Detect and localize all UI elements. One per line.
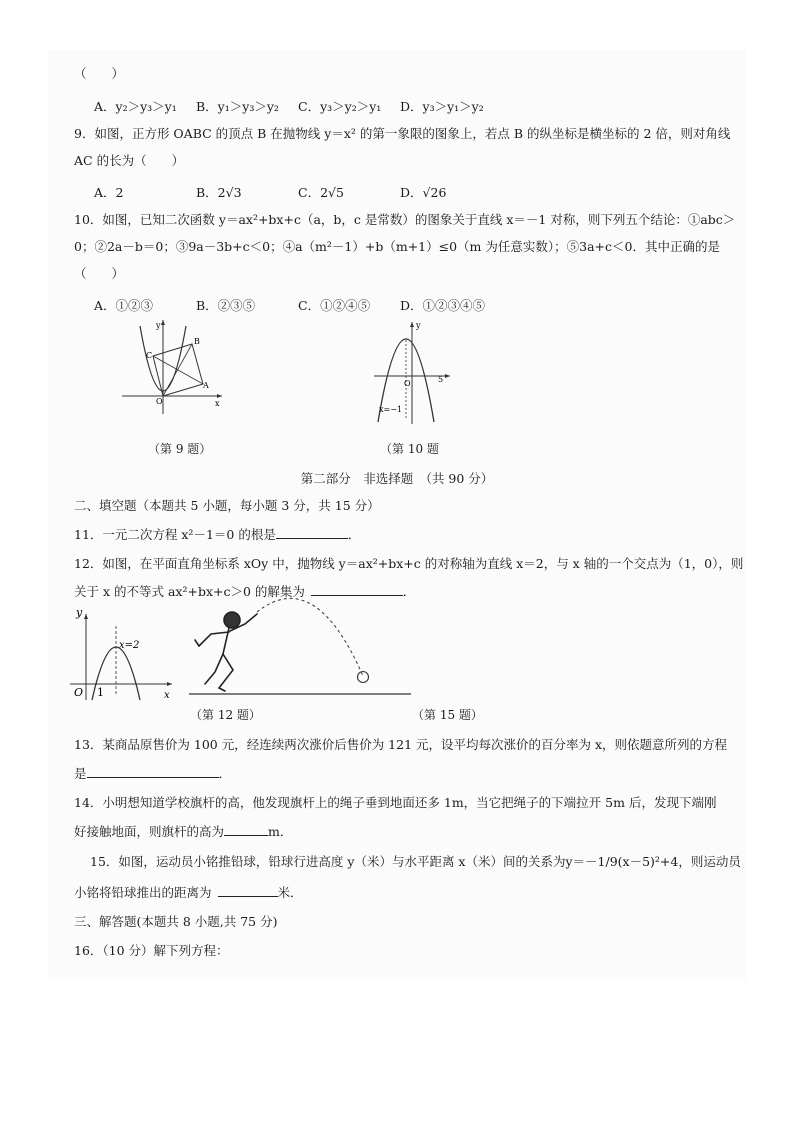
q14-text: 好接触地面，则旗杆的高为 bbox=[74, 824, 225, 839]
q12-stem-line1: 12．如图，在平面直角坐标系 xOy 中，抛物线 y＝ax²+bx+c 的对称轴为直线 x＝2，与 x 轴的一个交点为（1，0），则 bbox=[74, 556, 744, 571]
q8-option-b: B．y₁＞y₃＞y₂ bbox=[196, 99, 279, 114]
q8-option-c: C．y₃＞y₂＞y₁ bbox=[298, 99, 382, 114]
q15-end: 米． bbox=[277, 885, 303, 900]
fig9-label-x: x bbox=[215, 399, 220, 408]
part2-heading: 第二部分 非选择题 （共 90 分） bbox=[300, 471, 494, 486]
fig10-label-axis: x=−1 bbox=[379, 405, 403, 414]
q13-line2 bbox=[74, 765, 231, 782]
figure-q12 bbox=[66, 604, 178, 702]
q13-stem-line1: 13．某商品原售价为 100 元，经连续两次涨价后售价为 121 元，设平均每次涨价的百分率为 x，则依题意所列的方程 bbox=[74, 737, 728, 752]
q10-option-b: B．②③⑤ bbox=[196, 298, 256, 313]
q14-line2 bbox=[74, 823, 292, 840]
caption-q10: （第 10 题 bbox=[380, 442, 439, 456]
fig12-label-o: O bbox=[74, 686, 84, 699]
fig12-label-1: 1 bbox=[97, 686, 104, 699]
q9-option-b: B．2√3 bbox=[196, 185, 242, 200]
fig9-label-y: y bbox=[156, 321, 161, 330]
q15-answer-blank[interactable] bbox=[218, 884, 278, 897]
fig10-label-y: y bbox=[416, 321, 421, 330]
q14-answer-blank[interactable] bbox=[224, 823, 268, 836]
fig9-label-o: O bbox=[156, 397, 163, 406]
q14-stem-line1: 14．小明想知道学校旗杆的高，他发现旗杆上的绳子垂到地面还多 1m，当它把绳子的下端拉开 5m 后，发现下端刚 bbox=[74, 795, 717, 810]
q13-end: ． bbox=[218, 766, 232, 781]
q10-option-a: A．①②③ bbox=[94, 298, 154, 313]
q9-stem-line2: AC 的长为（ ） bbox=[74, 153, 185, 168]
q15-line2 bbox=[74, 884, 303, 901]
q9-stem-line1: 9．如图，正方形 OABC 的顶点 B 在抛物线 y＝x² 的第一象限的图象上，若点 B 的纵坐标是横坐标的 2 倍，则对角线 bbox=[74, 126, 731, 141]
q15-line1 bbox=[90, 854, 741, 870]
fig10-label-o: O bbox=[404, 379, 411, 388]
q15-line1-end: ，则运动员 bbox=[678, 854, 741, 869]
figure-q9 bbox=[118, 316, 228, 416]
figure-q15 bbox=[185, 588, 417, 700]
q14-end: m． bbox=[268, 824, 293, 839]
caption-q12: （第 12 题） bbox=[190, 708, 261, 722]
caption-q15: （第 15 题） bbox=[412, 708, 483, 722]
q9-option-d: D．√26 bbox=[400, 185, 447, 200]
q11-text: 11．一元二次方程 x²－1＝0 的根是 bbox=[74, 527, 276, 542]
q11-answer-blank[interactable] bbox=[276, 526, 348, 539]
caption-q9: （第 9 题） bbox=[148, 442, 212, 456]
fig12-label-y: y bbox=[76, 606, 83, 619]
fig9-label-a: A bbox=[203, 381, 209, 390]
q10-stem-line3: （ ） bbox=[74, 266, 125, 281]
q8-option-a: A．y₂＞y₃＞y₁ bbox=[94, 99, 177, 114]
q13-text: 是 bbox=[74, 766, 87, 781]
q9-option-a: A．2 bbox=[94, 185, 124, 200]
q10-stem-line2: 0；②2a－b＝0；③9a－3b+c＜0；④a（m²－1）+b（m+1）≤0（m 为任意实数）；⑤3a+c＜0．其中正确的是 bbox=[74, 239, 720, 254]
q15-text: 15．如图，运动员小铭推铅球，铅球行进高度 y（米）与水平距离 x（米）间的关系为 bbox=[90, 854, 566, 869]
paper-sheet bbox=[48, 50, 746, 980]
q11-end: ． bbox=[347, 527, 361, 542]
section2-heading: 二、填空题（本题共 5 小题，每小题 3 分，共 15 分） bbox=[74, 498, 380, 513]
fig9-label-c: C bbox=[146, 351, 153, 360]
fig10-label-5: 5 bbox=[438, 375, 444, 384]
q15-formula: y＝－1/9(x－5)²+4 bbox=[565, 854, 679, 869]
q8-option-d: D．y₃＞y₁＞y₂ bbox=[400, 99, 484, 114]
q10-option-c: C．①②④⑤ bbox=[298, 298, 371, 313]
q8-paren: （ ） bbox=[74, 66, 125, 81]
q10-stem-line1: 10．如图，已知二次函数 y＝ax²+bx+c（a，b，c 是常数）的图象关于直线 x＝－1 对称，则下列五个结论：①abc＞ bbox=[74, 212, 736, 227]
fig9-label-b: B bbox=[194, 337, 200, 346]
q12-end: ． bbox=[402, 584, 416, 599]
section3-heading: 三、解答题(本题共 8 小题,共 75 分) bbox=[74, 914, 278, 929]
q15-text2: 小铭将铅球推出的距离为 bbox=[74, 885, 212, 900]
q13-answer-blank[interactable] bbox=[87, 765, 219, 778]
q11-line bbox=[74, 526, 360, 543]
figure-q10 bbox=[370, 316, 460, 428]
fig12-label-x: x bbox=[164, 690, 170, 701]
q16-stem: 16．（10 分）解下列方程： bbox=[74, 943, 229, 958]
fig12-label-axis: x=2 bbox=[119, 640, 140, 651]
athlete-figure bbox=[195, 612, 257, 691]
q12-text: 关于 x 的不等式 ax²+bx+c＞0 的解集为 bbox=[74, 584, 305, 599]
q10-option-d: D．①②③④⑤ bbox=[400, 298, 486, 313]
q9-option-c: C．2√5 bbox=[298, 185, 344, 200]
